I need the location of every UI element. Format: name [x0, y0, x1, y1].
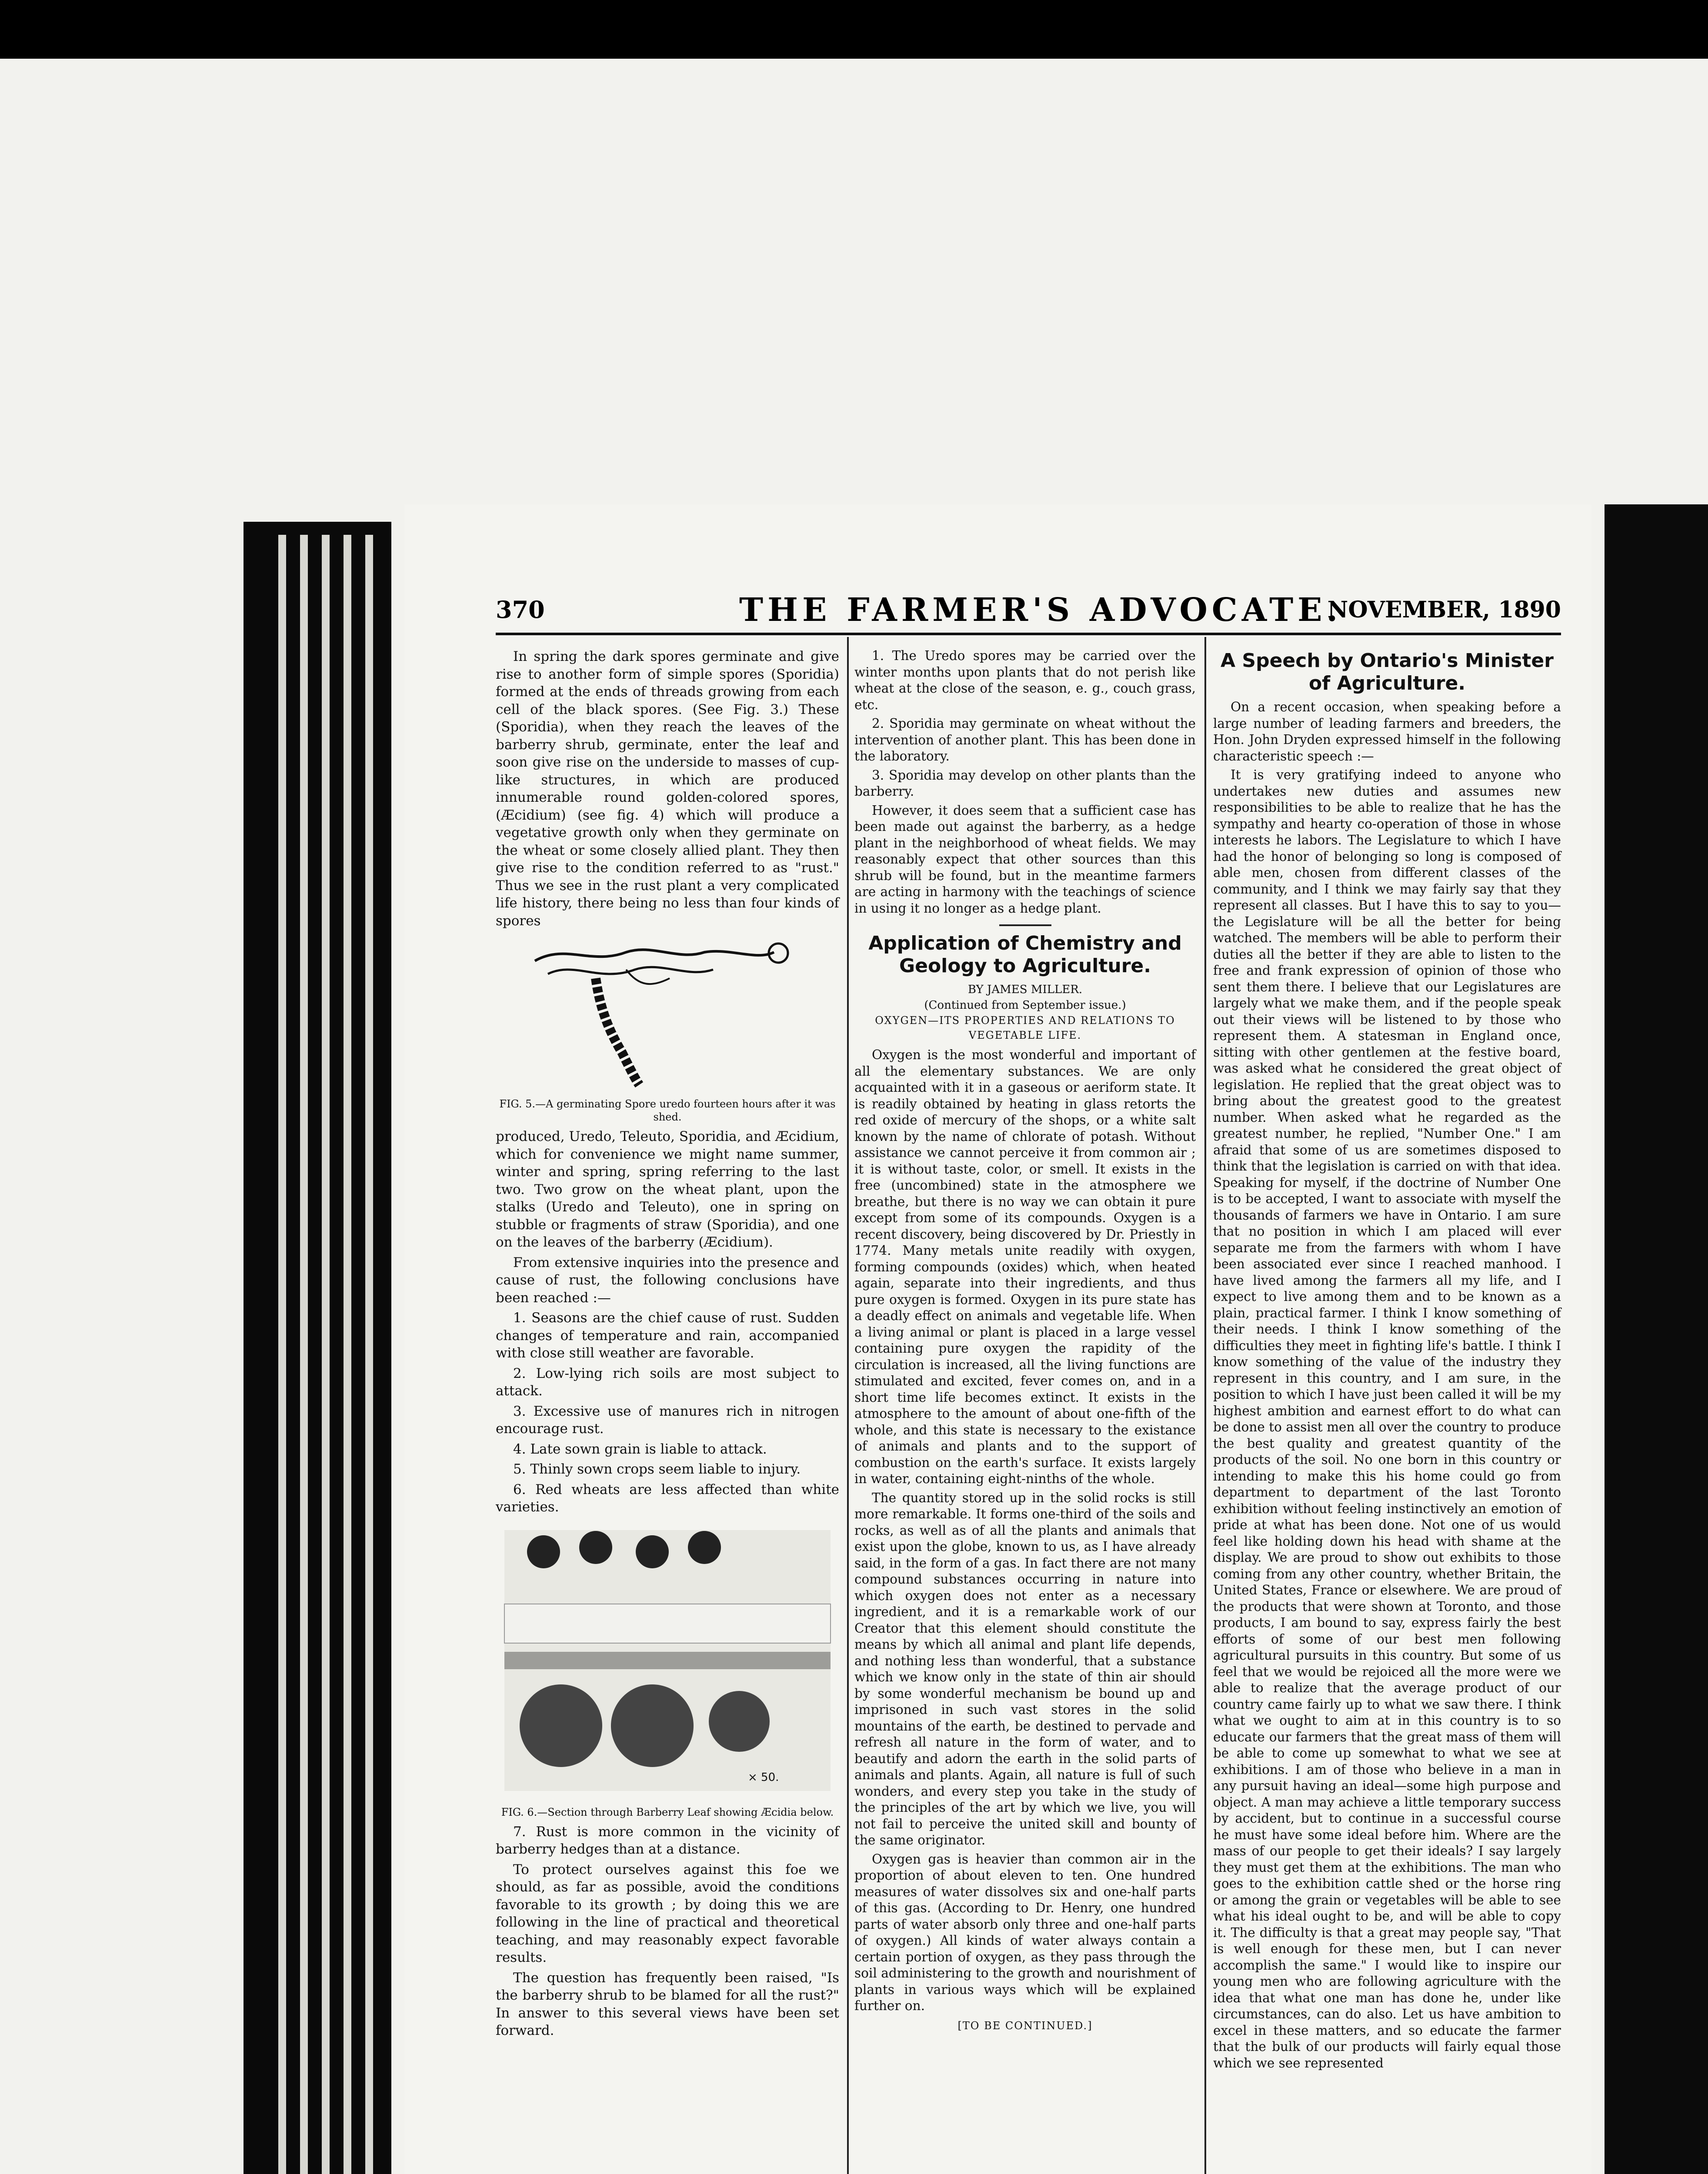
- article-title: Application of Chemistry and Geology to Agriculture.: [868, 932, 1182, 977]
- paragraph: On a recent occasion, when speaking before a large number of leading farmers and breeders, the Hon. John Dryden expressed himself in the following characteristic speech :—: [1213, 700, 1561, 764]
- paragraph: produced, Uredo, Teleuto, Sporidia, and Æcidium, which for convenience we might name summer, winter and spring, spring referring to the last two. Two grow on the wheat plant, upon the stalks (Uredo and Teleuto), one in spring on stubble or fragments of straw (Sporidia), and one on the leaves of the barberry (Æcidium).: [496, 1129, 839, 1250]
- figure-6-caption: FIG. 6.—Section through Barberry Leaf showing Æcidia below.: [501, 1806, 834, 1818]
- page-edge: [300, 535, 308, 2174]
- list-item: 3. Sporidia may develop on other plants than the barberry.: [854, 767, 1196, 799]
- page-edge: [365, 535, 373, 2174]
- article-title: A Speech by Ontario's Minister of Agriculture.: [1221, 650, 1554, 694]
- figure-6-scale: × 50.: [748, 1771, 779, 1784]
- figure-6: [496, 1519, 839, 1804]
- paragraph: Oxygen gas is heavier than common air in the proportion of about eleven to ten. One hundred measures of water dissolves six and one-half parts of this gas. (According to Dr. Henry, one hundred parts of water absorb only three and one-half parts of oxygen.) All kinds of water always contain a certain portion of oxygen, as they pass through the soil administering to the growth and nourishment of plants in various ways which will be explained further on.: [854, 1851, 1196, 2013]
- list-item: 2. Sporidia may germinate on wheat without the intervention of another plant. This has been done in the laboratory.: [854, 716, 1196, 764]
- column-2: [854, 648, 1196, 2032]
- paragraph: From extensive inquiries into the presence and cause of rust, the following conclusions have been reached :—: [496, 1254, 839, 1306]
- figure-6-barberry-leaf-section: [496, 1521, 839, 1800]
- list-item: 1. The Uredo spores may be carried over the winter months upon plants that do not perish like wheat at the close of the season, e. g., couch grass, etc.: [854, 648, 1196, 712]
- list-item: 1. Seasons are the chief cause of rust. Sudden changes of temperature and rain, accompanied with close still weather are favorable.: [496, 1310, 839, 1361]
- column-rule: [847, 637, 849, 2174]
- list-item: 3. Excessive use of manures rich in nitrogen encourage rust.: [496, 1403, 839, 1437]
- paragraph: Oxygen is the most wonderful and important of all the elementary substances. We are only acquainted with it in a gaseous or aeriform state. It is readily obtained by heating in glass retorts the red oxide of mercury of the shops, or a white salt known by the name of chlorate of potash. Without assistance we cannot perceive it from common air ; it is without taste, color, or smell. It exists in the free (uncombined) state in the atmosphere we breathe, but there is no way we can obtain it pure except from some of its compounds. Oxygen is a recent discovery, being discovered by Dr. Priestly in 1774. Many metals unite readily with oxygen, forming compounds (oxides) which, when heated again, separate into their ingredients, and thus pure oxygen is formed. Oxygen in its pure state has a deadly effect on animals and vegetable life. When a living animal or plant is placed in a large vessel containing pure oxygen the rapidity of the circulation is increased, all the living functions are stimulated and excited, fever comes on, and in a short time life becomes extinct. It exists in the atmosphere to the amount of about one-fifth of the whole, and this state is necessary to the existance of animals and plants and to the support of combustion on the earth's surface. It exists largely in water, containing eight-ninths of the whole.: [854, 1047, 1196, 1486]
- page-edge: [322, 535, 330, 2174]
- section-divider: [999, 924, 1051, 926]
- list-item: 2. Low-lying rich soils are most subject to attack.: [496, 1365, 839, 1399]
- page-number: 370: [496, 596, 545, 624]
- paragraph: 7. Rust is more common in the vicinity of barberry hedges than at a distance.: [496, 1824, 839, 1857]
- byline: BY JAMES MILLER.: [967, 983, 1083, 996]
- figure-5-caption: FIG. 5.—A germinating Spore uredo fourteen hours after it was shed.: [499, 1098, 836, 1123]
- paragraph: However, it does seem that a sufficient case has been made out against the barberry, as a hedge plant in the neighborhood of wheat fields. We may reasonably expect that other sources than this shrub will be found, but in the meantime farmers are acting in harmony with the teachings of science in using it no longer as a hedge plant.: [854, 803, 1196, 916]
- column-3: [1213, 648, 1561, 2074]
- page-header: [496, 591, 1561, 629]
- paragraph: To protect ourselves against this foe we should, as far as possible, avoid the conditions favorable to its growth ; by doing this we are following in the line of practical and theoretical teaching, and may reasonably expect favorable results.: [496, 1861, 839, 1965]
- paragraph: In spring the dark spores germinate and give rise to another form of simple spores (Sporidia) formed at the ends of threads growing from each cell of the black spores. (See Fig. 3.) These (Sporidia), when they reach the leaves of the barberry shrub, germinate, enter the leaf and soon give rise on the underside to masses of cup-like structures, in which are produced innumerable round golden-colored spores, (Æcidium) (see fig. 4) which will produce a vegetative growth only when they germinate on the wheat or some closely allied plant. They then give rise to the condition referred to as "rust." Thus we see in the rust plant a very complicated life history, there being no less than four kinds of spores: [496, 649, 839, 929]
- conclusions-list: [496, 1309, 839, 1516]
- list-item: 5. Thinly sown crops seem liable to injury.: [513, 1461, 801, 1477]
- header-rule: [496, 633, 1561, 635]
- paragraph: The question has frequently been raised, "Is the barberry shrub to be blamed for all the rust?" In answer to this several views have been set forward.: [496, 1970, 839, 2038]
- subheading: OXYGEN—ITS PROPERTIES AND RELATIONS TO VEGETABLE LIFE.: [875, 1014, 1175, 1041]
- list-item: 6. Red wheats are less affected than white varieties.: [496, 1481, 839, 1515]
- paragraph: The quantity stored up in the solid rocks is still more remarkable. It forms one-third of the soils and rocks, as well as of all the plants and animals that exist upon the globe, known to us, as I have already said, in the form of a gas. In fact there are not many compound substances occurring in nature into which oxygen does not enter as a necessary ingredient, and it is a remarkable work of our Creator that this element should constitute the means by which all animal and plant life depends, and nothing less than wonderful, that a substance which we know only in the state of thin air should by some wonderful mechanism be bound up and imprisoned in such vast stores in the solid mountains of the earth, be destined to pervade and refresh all nature in the form of water, and to beautify and adorn the earth in the solid parts of animals and plants. Again, all nature is full of such wonders, and every step you take in the study of the principles of the art by which we live, you will not fail to perceive the united skill and bounty of the same originator.: [854, 1490, 1196, 1847]
- column-1: [496, 648, 839, 2042]
- facing-page-edge: [1605, 504, 1708, 2174]
- list-item: 4. Late sown grain is liable to attack.: [513, 1441, 767, 1457]
- paragraph: It is very gratifying indeed to anyone who undertakes new duties and assumes new responsibilities to be able to realize that he has the sympathy and hearty co-operation of those in whose interests he labors. The Legislature to which I have had the honor of belonging so long is composed of able men, chosen from different classes of the community, and I think we may fairly say that they represent all classes. But I have this to say to you—the Legislature will be all the better for being watched. The members will be able to perform their duties all the better if they are able to listen to the free and frank expression of opinion of those who sent them there. I believe that our Legislatures are largely what we make them, and if the people speak out their views will be listened to by those who represent them. A statesman in England once, sitting with other gentlemen at the festive board, was asked what he considered the great object of legislation. He replied that the great object was to bring about the greatest good to the greatest number. When asked what he regarded as the greatest number, he replied, "Number One." I am afraid that some of us are sometimes disposed to think that the legislation is carried on with that idea. Speaking for myself, if the doctrine of Number One is to be accepted, I want to associate with myself the thousands of farmers we have in Ontario. I am sure that no position in which I am placed will ever separate me from the farmers with whom I have been associated ever since I reached manhood. I have lived among the farmers all my life, and I expect to live among them and to be known as a plain, practical farmer. I think I know something of their needs. I think I know something of the difficulties they meet in fighting life's battle. I think I know something of the value of the industry they represent in this country, and I am sure, in the position to which I have just been called it will be my highest ambition and earnest effort to do what can be done to assist men all over the country to produce the best quality and greatest quantity of the products of the soil. No one born in this country or intending to make this his home could go from department to department of the last Toronto exhibition without feeling instinctively an emotion of pride at what has been done. Not one of us would feel like holding down his head with shame at the display. We are proud to show out exhibits to those coming from any other country, whether Britain, the United States, France or elsewhere. We are proud of the products that were shown at Toronto, and those products, I am bound to say, express fairly the best efforts of some of our best men following agricultural pursuits in this country. But some of us feel that we would be rejoiced all the more were we able to realize that the average product of our country came fairly up to what we saw there. I think what we ought to aim at in this country is to so educate our farmers that the great mass of them will be able to come up somewhat to what we see at exhibitions. I am of those who believe in a man in any pursuit having an ideal—some high purpose and object. A man may achieve a little temporary success by accident, but to continue in a successful course he must have some ideal before him. Where are the mass of our people to get their ideals? I say largely they must get them at the exhibitions. The man who goes to the exhibition cattle shed or the horse ring or among the grain or vegetables will be able to see what his ideal ought to be, and will be able to copy it. The difficulty is that a great may people say, "That is well enough for these men, but I can never accomplish the same." I would like to inspire our young men who are following agriculture with the idea that what one man has done he, under like circumstances, can do also. Let us have ambition to excel in these matters, and so educate the farmer that the bulk of our products will fairly equal those which we see represented: [1213, 767, 1561, 2071]
- continued-note: (Continued from September issue.): [924, 999, 1126, 1012]
- issue-date: NOVEMBER, 1890: [1327, 597, 1561, 623]
- page-edge: [344, 535, 351, 2174]
- to-be-continued: [TO BE CONTINUED.]: [957, 2019, 1093, 2032]
- page-edge: [278, 535, 286, 2174]
- masthead: THE FARMER'S ADVOCATE.: [739, 591, 1342, 629]
- column-rule: [1204, 637, 1206, 2174]
- figure-5-spore-illustration: [496, 935, 839, 1091]
